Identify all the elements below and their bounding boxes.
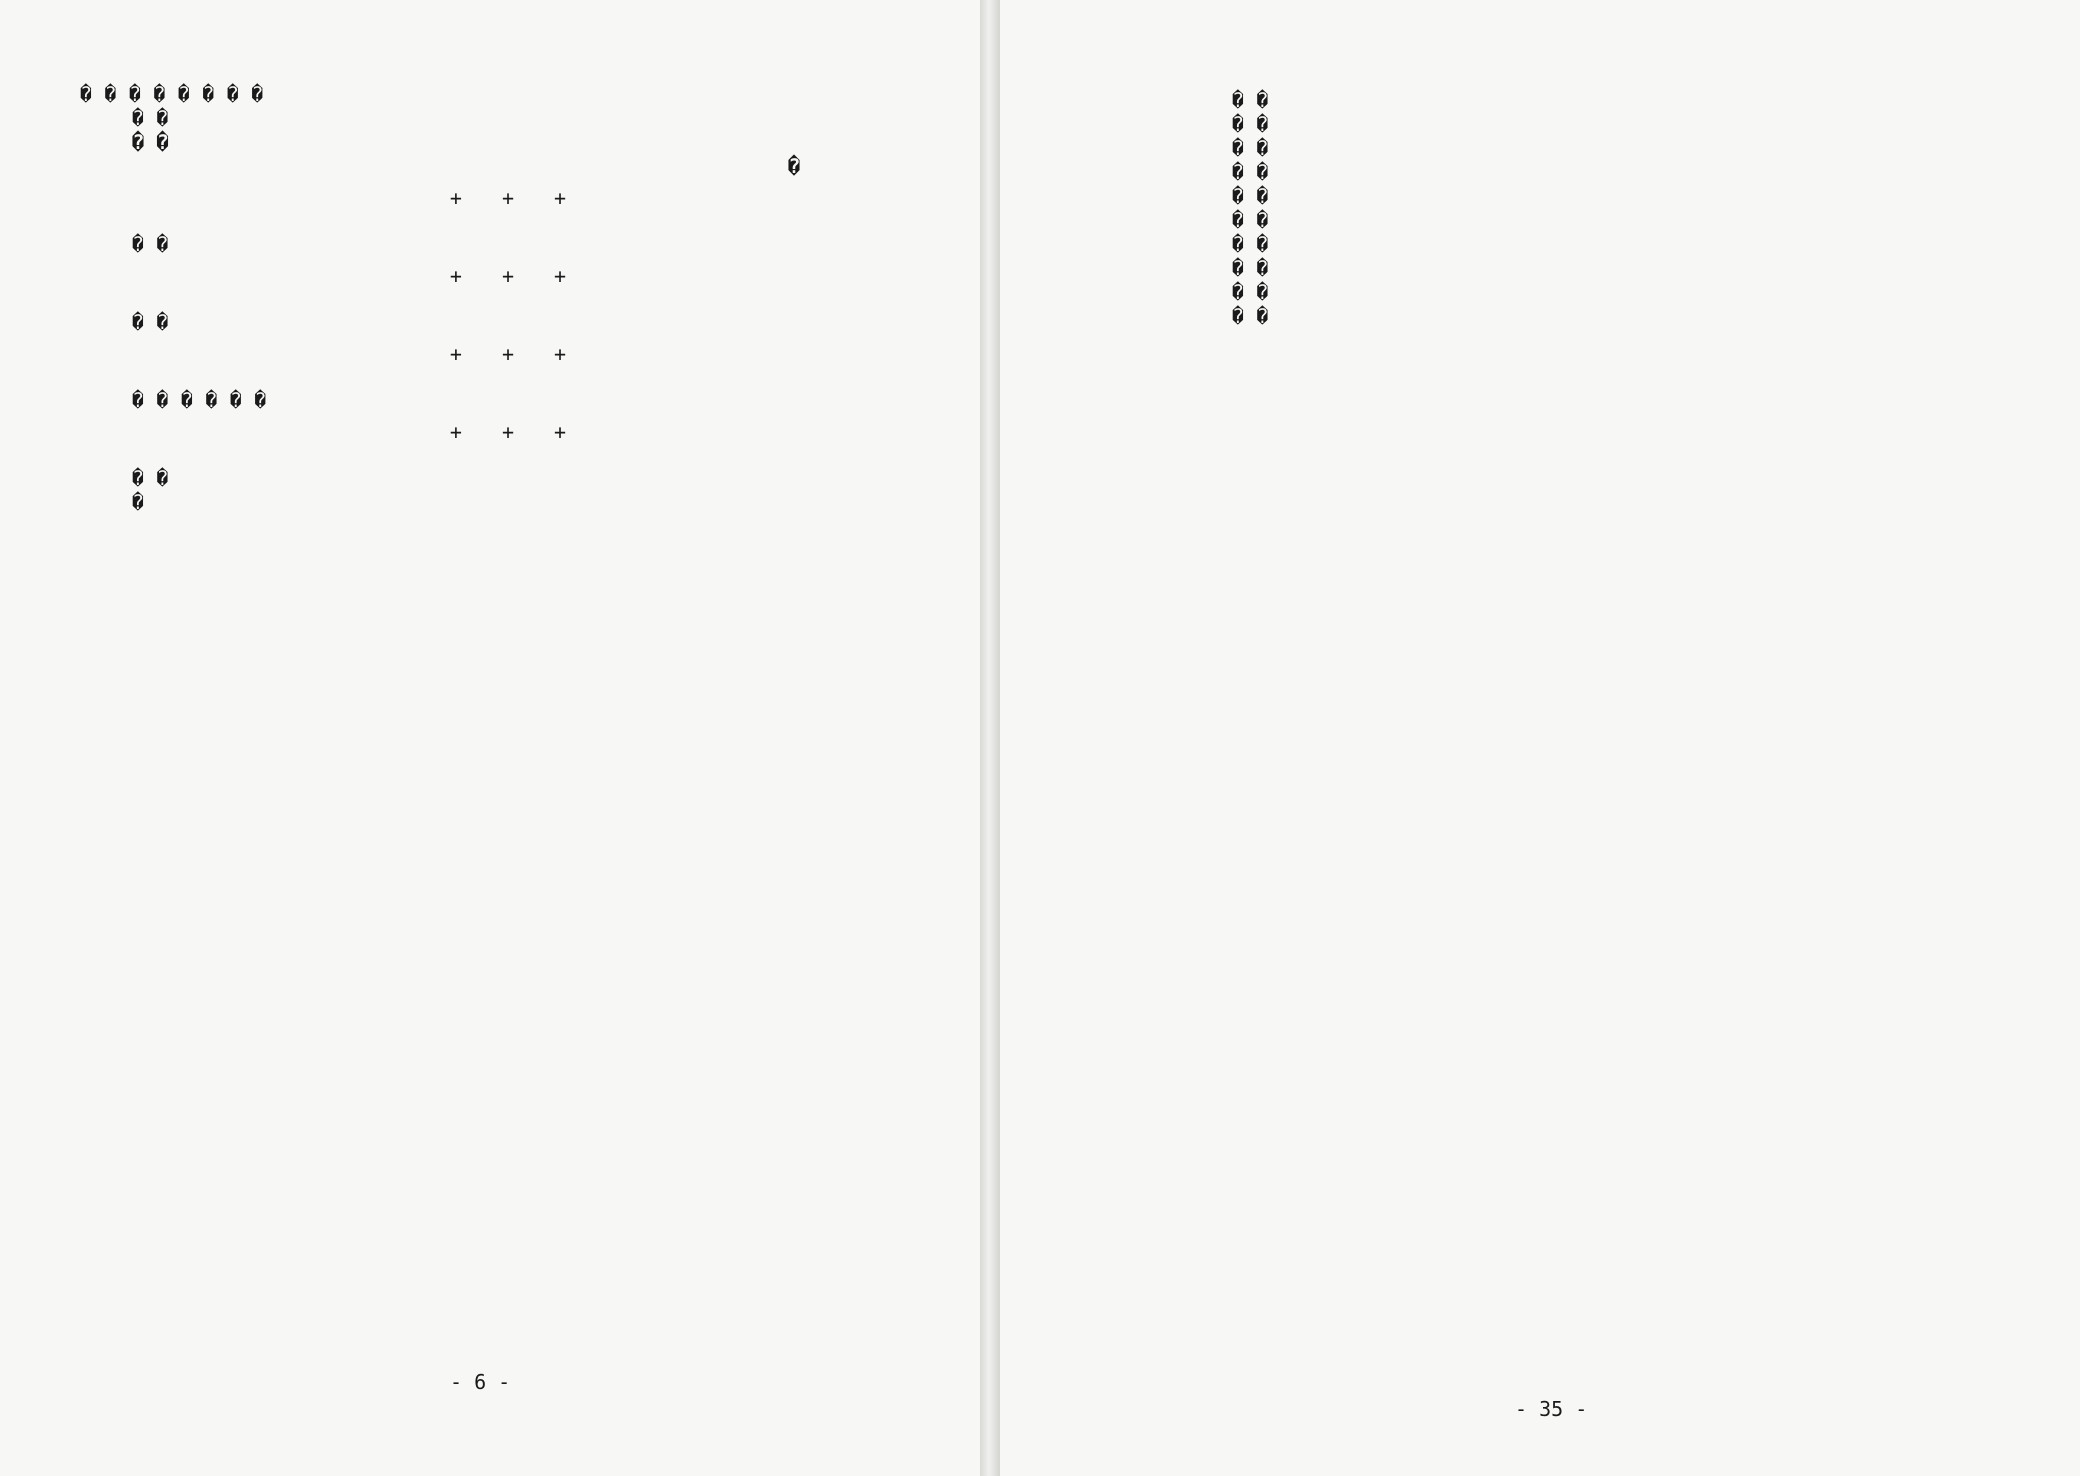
book-gutter <box>980 0 1000 1476</box>
section-separator: + + + <box>449 186 581 210</box>
right-page <box>1000 0 2080 1476</box>
paragraph: � � <box>1232 304 1269 328</box>
paragraph: � � <box>1232 256 1269 280</box>
right-page-text-column <box>1180 88 2040 328</box>
paragraph: � <box>132 490 145 514</box>
right-page-number: - 35 - <box>1515 1397 1588 1421</box>
section-separator: + + + <box>449 264 581 288</box>
paragraph: � � <box>1232 88 1269 112</box>
paragraph: � � � � � � <box>132 388 267 412</box>
paragraph: � � <box>132 310 169 334</box>
left-page <box>0 0 980 1476</box>
paragraph: � � <box>1232 184 1269 208</box>
paragraph: � � <box>132 130 169 154</box>
paragraph: � � <box>132 106 169 130</box>
paragraph: � � <box>1232 160 1269 184</box>
left-page-number: - 6 - <box>450 1370 511 1394</box>
paragraph: � � � � � � � � <box>80 82 264 106</box>
author-signature: � <box>787 154 800 178</box>
paragraph: � � <box>1232 280 1269 304</box>
paragraph: � � <box>1232 136 1269 160</box>
paragraph: � � <box>132 232 169 256</box>
left-page-text-column <box>80 82 950 514</box>
paragraph: � � <box>1232 232 1269 256</box>
section-separator: + + + <box>449 342 581 366</box>
paragraph: � � <box>1232 112 1269 136</box>
section-separator: + + + <box>449 420 581 444</box>
paragraph: � � <box>132 466 169 490</box>
paragraph: � � <box>1232 208 1269 232</box>
